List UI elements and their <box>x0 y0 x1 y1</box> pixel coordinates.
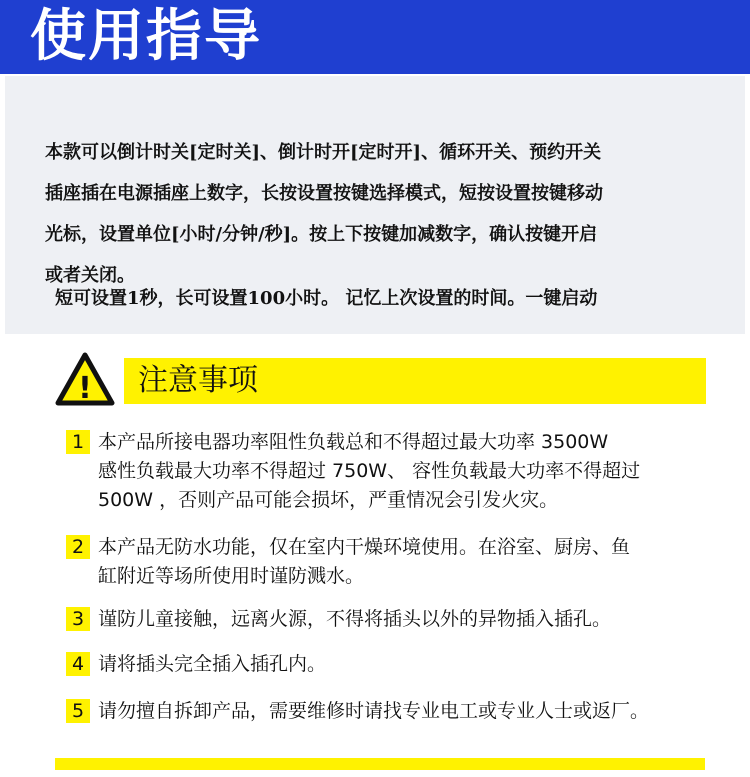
note-line: 感性负载最大功率不得超过 750W、 容性负载最大功率不得超过 <box>98 460 641 482</box>
note-line: 请将插头完全插入插孔内。 <box>98 653 327 675</box>
page-title: 使用指导 <box>30 4 262 69</box>
instructions-paragraph <box>45 132 695 296</box>
note-number-badge: 5 <box>66 699 90 723</box>
instruction-line: 或者关闭。 <box>45 265 135 286</box>
warning-title-bar <box>124 358 706 404</box>
note-text <box>98 533 738 591</box>
header-banner <box>0 0 750 74</box>
instruction-line: 插座插在电源插座上数字，长按设置按键选择模式，短按设置按键移动 <box>45 183 603 204</box>
note-line: 谨防儿童接触，远离火源，不得将插头以外的异物插入插孔。 <box>98 608 612 630</box>
note-line: 缸附近等场所使用时谨防溅水。 <box>98 565 365 587</box>
warning-title: 注意事项 <box>138 363 258 398</box>
note-number-badge: 2 <box>66 535 90 559</box>
note-line: 500W ，否则产品可能会损坏，严重情况会引发火灾。 <box>98 489 559 511</box>
note-number-badge: 3 <box>66 607 90 631</box>
note-line: 请勿擅自拆卸产品，需要维修时请找专业电工或专业人士或返厂。 <box>98 700 650 722</box>
warning-symbol: ! <box>78 371 92 406</box>
note-number-badge: 1 <box>66 430 90 454</box>
note-line: 本产品无防水功能，仅在室内干燥环境使用。在浴室、厨房、鱼 <box>98 536 631 558</box>
note-number-badge: 4 <box>66 652 90 676</box>
instruction-line: 光标，设置单位[小时/分钟/秒]。按上下按键加减数字，确认按键开启 <box>45 224 598 245</box>
warning-triangle-icon <box>55 352 115 406</box>
note-text <box>98 428 738 515</box>
note-text <box>98 605 738 634</box>
instructions-panel <box>5 76 745 334</box>
note-line: 本产品所接电器功率阻性负载总和不得超过最大功率 3500W <box>98 431 609 453</box>
bottom-divider <box>55 758 705 770</box>
note-text <box>98 697 738 726</box>
note-text <box>98 650 738 679</box>
instruction-line: 本款可以倒计时关[定时关]、倒计时开[定时开]、循环开关、预约开关 <box>45 142 602 163</box>
instruction-note: 短可设置1秒，长可设置100小时。 记忆上次设置的时间。一键启动 <box>55 288 598 309</box>
